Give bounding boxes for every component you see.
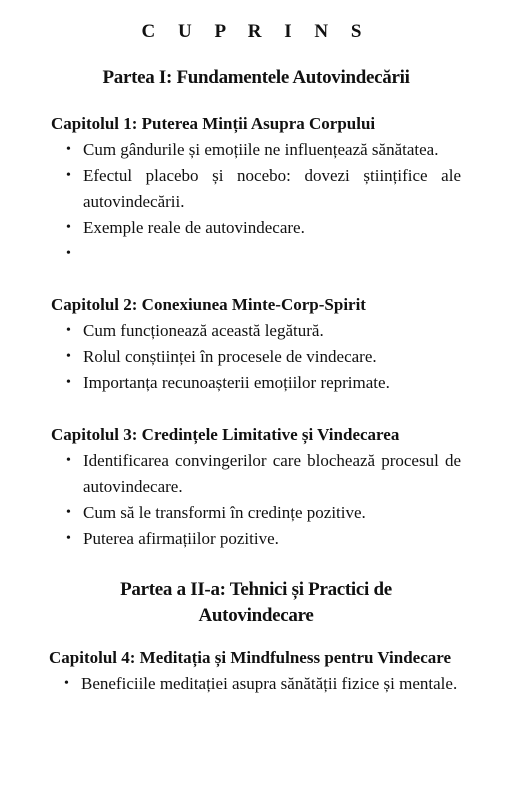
list-item: • Cum să le transformi în credințe pozitive. [51,500,461,526]
bullet-icon: • [66,375,71,390]
list-item: • Beneficiile meditației asupra sănătății fizice și mentale. [49,671,458,697]
list-item: • Exemple reale de autovindecare. [51,215,461,241]
bullet-icon: • [66,453,71,468]
list-item: • Rolul conștiinței în procesele de vindecare. [51,344,461,370]
bullet-icon: • [66,220,71,235]
part-2-title-line-2: Autovindecare [198,605,314,626]
list-item: • Importanța recunoașterii emoțiilor reprimate. [51,370,461,396]
toc-title: C U P R I N S [141,21,371,42]
bullet-icon: • [66,323,71,338]
chapter-4-list [49,671,458,697]
chapter-4-title: Capitolul 4: Meditația și Mindfulness pentru Vindecare [49,648,452,667]
bullet-icon: • [66,168,71,183]
bullet-icon: • [66,505,71,520]
chapter-2 [51,292,461,396]
bullet-icon: • [64,676,69,691]
list-item: • Puterea afirmațiilor pozitive. [51,526,461,552]
chapter-3 [51,422,461,552]
part-2-title [60,577,452,629]
list-item: • Cum gândurile și emoțiile ne influențează sănătatea. [51,137,461,163]
chapter-4 [49,645,458,697]
bullet-icon: • [66,142,71,157]
list-item: • Efectul placebo și nocebo: dovezi științifice ale autovindecării. [51,163,461,215]
bullet-icon: • [66,246,71,261]
list-item: • Cum funcționează această legătură. [51,318,461,344]
list-item [51,241,461,267]
chapter-2-title: Capitolul 2: Conexiunea Minte-Corp-Spirit [51,295,366,314]
chapter-1-title: Capitolul 1: Puterea Minții Asupra Corpului [51,114,376,133]
chapter-3-title: Capitolul 3: Credințele Limitative și Vindecarea [51,425,400,444]
part-1-title: Partea I: Fundamentele Autovindecării [102,67,410,88]
chapter-3-list [51,448,461,552]
list-item: • Identificarea convingerilor care blochează procesul de autovindecare. [51,448,461,500]
bullet-icon: • [66,349,71,364]
chapter-1 [51,111,461,267]
chapter-1-list [51,137,461,267]
chapter-2-list [51,318,461,396]
part-2-title-line-1: Partea a II-a: Tehnici și Practici de [120,579,392,600]
bullet-icon: • [66,531,71,546]
